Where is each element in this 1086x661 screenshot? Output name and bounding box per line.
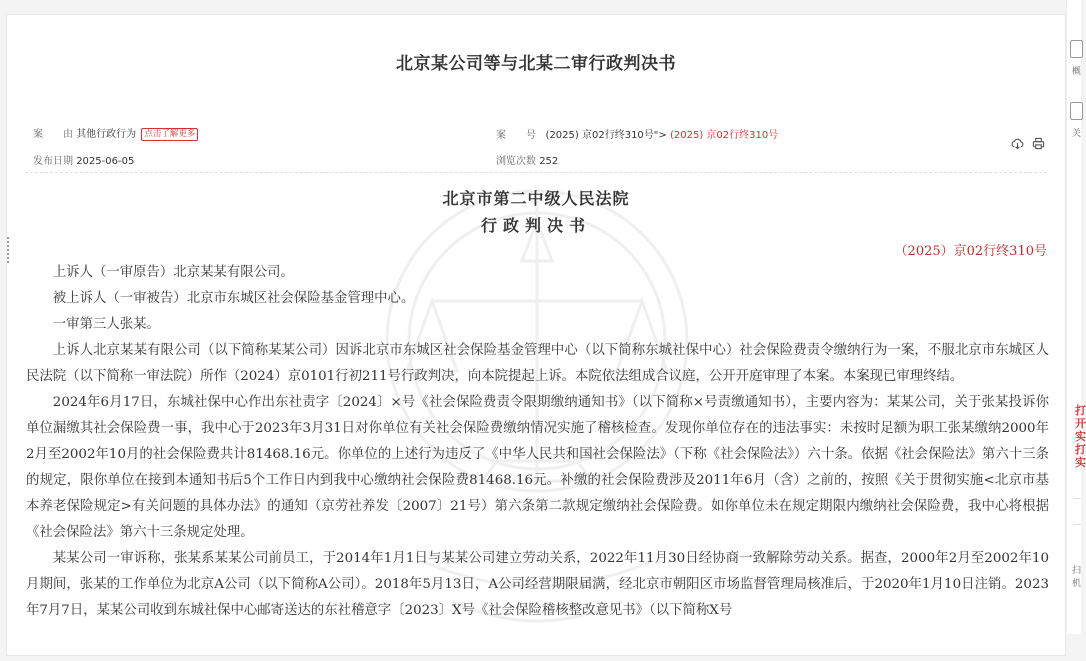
- party-appellant: 上诉人（一审原告）北京某某有限公司。: [52, 265, 294, 280]
- case-number-label: 案 号: [496, 130, 536, 141]
- publish-date-value: 2025-06-05: [76, 156, 135, 167]
- toolbar: [1011, 137, 1045, 150]
- sidebar-label-related: 关: [1072, 129, 1082, 139]
- case-number: [496, 126, 778, 141]
- right-sidebar: [1066, 0, 1086, 634]
- case-number-raw: (2025) 京02行终310号">: [545, 130, 667, 141]
- sidebar-label-mobile: 机: [1072, 579, 1082, 589]
- header-divider: [25, 172, 1047, 173]
- page-title: 北京某公司等与北某二审行政判决书: [396, 54, 676, 74]
- publish-date-label: 发布日期: [33, 156, 73, 167]
- learn-more-link[interactable]: 点击了解更多: [141, 128, 198, 141]
- case-cause: [33, 125, 198, 141]
- party-third: 一审第三人张某。: [52, 317, 160, 332]
- download-button[interactable]: [1011, 137, 1024, 150]
- party-appellee: 被上诉人（一审被告）北京市东城区社会保险基金管理中心。: [52, 291, 415, 306]
- judgment-body: [26, 260, 1049, 624]
- sidebar-divider: [1073, 498, 1081, 499]
- download-icon: [1011, 137, 1024, 150]
- case-number-value: (2025) 京02行终310号: [669, 130, 779, 141]
- case-summary-paragraph: 上诉人北京某某有限公司（以下简称某某公司）因诉北京市东城区社会保险基金管理中心（以下简称东城社保中心）社会保险费责令缴纳行为一案，不服北京市东城区人民法院（以下简称一审法院）所作（2024）京0101行初211号行政判决，向本院提起上诉。本院依法组成合议庭，公开开庭审理了本案。本案现已审理终结。: [26, 343, 1049, 384]
- claim-paragraph: 某某公司一审诉称，张某系某某公司前员工，于2014年1月1日与某某公司建立劳动关系，2022年11月30日经协商一致解除劳动关系。据查，2000年2月至2002年10月期间，张某的工作单位为北京A公司（以下简称A公司）。2018年5月13日，A公司经营期限届满，经北京市朝阳区市场监督管理局核准后，于2020年1月10日注销。2023年7月7日，某某公司收到东城社保中心邮寄送达的东社稽意字〔2023〕X号《社会保险稽核整改意见书》（以下简称X号: [26, 551, 1049, 618]
- sidebar-divider-2: [1073, 524, 1081, 525]
- notice-paragraph: 2024年6月17日，东城社保中心作出东社责字〔2024〕×号《社会保险费责令限期缴纳通知书》（以下简称×号责缴通知书），主要内容为：某某公司，关于张某投诉你单位漏缴其社会保险费一事，我中心于2023年3月31日对你单位有关社会保险费缴纳情况实施了稽核检查。发现你单位存在的违法事实：未按时足额为职工张某缴纳2000年2月至2002年10月的社会保险费共计81468.16元。你单位的上述行为违反了《中华人民共和国社会保险法》（下称《社会保险法》）六十条。依据《社会保险法》第六十三条的规定，限你单位在接到本通知书后5个工作日内到我中心缴纳社会保险费81468.16元。补缴的社会保险费涉及2011年6月（含）之前的，按照《关于贯彻实施<北京市基本养老保险规定>有关问题的具体办法》的通知（京劳社养发〔2007〕21号）第六条第二款规定缴纳社会保险费。如你单位未在规定期限内缴纳社会保险费，我中心将根据《社会保险法》第六十三条规定处理。: [26, 395, 1049, 540]
- case-cause-label: 案 由: [33, 129, 73, 140]
- sidebar-label-outline: 概: [1072, 67, 1082, 77]
- print-button[interactable]: [1032, 137, 1045, 150]
- case-cause-value: 其他行政行为: [76, 129, 137, 140]
- publish-date: [33, 152, 134, 167]
- sidebar-red-text[interactable]: 打开实打实: [1075, 404, 1086, 469]
- outline-icon[interactable]: [1070, 40, 1083, 58]
- view-count-label: 浏览次数: [496, 156, 536, 167]
- document-type: 行政判决书: [480, 216, 591, 235]
- document-page: [6, 14, 1066, 656]
- printer-icon: [1032, 137, 1045, 150]
- collapse-handle[interactable]: [7, 237, 12, 263]
- related-icon[interactable]: [1070, 102, 1083, 120]
- document-case-number: （2025）京02行终310号: [894, 244, 1047, 259]
- sidebar-label-scan: 扫: [1072, 566, 1082, 576]
- court-name: 北京市第二中级人民法院: [442, 189, 630, 208]
- view-count-value: 252: [539, 156, 559, 167]
- view-count: [496, 152, 558, 167]
